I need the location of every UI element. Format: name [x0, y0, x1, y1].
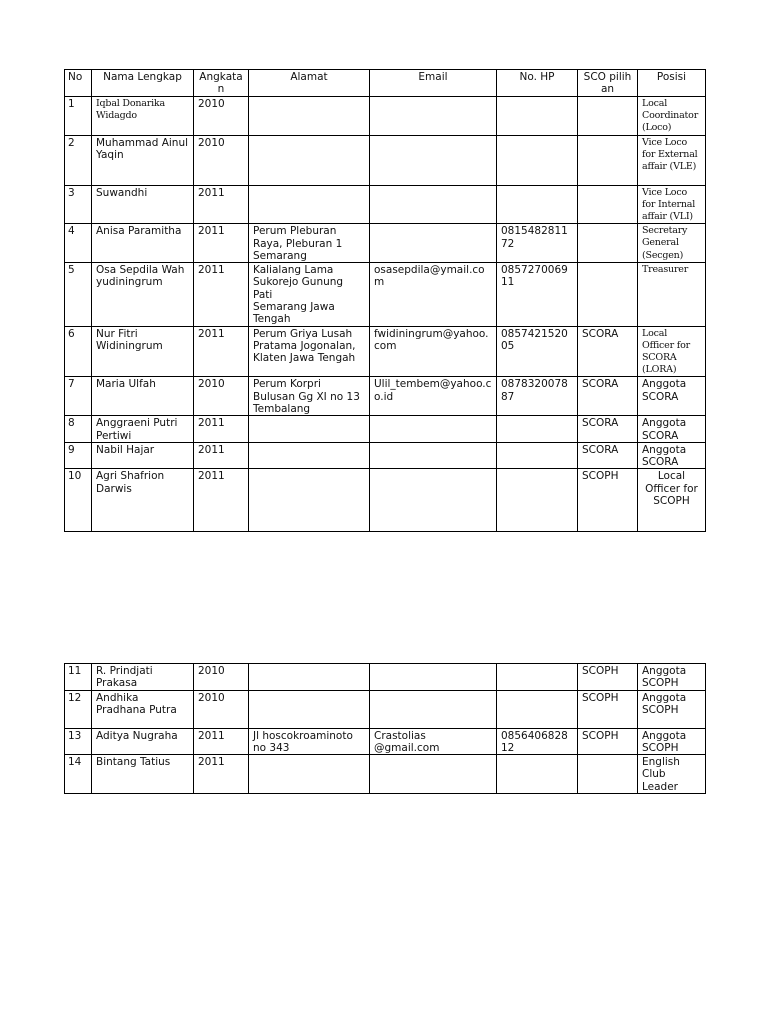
cell-posisi: Local Officer for SCOPH	[638, 469, 706, 532]
cell-posisi: Vice Loco for Internal affair (VLI)	[638, 185, 706, 224]
header-posisi: Posisi	[638, 70, 706, 97]
cell-alamat: Perum Korpri Bulusan Gg XI no 13 Tembalang	[249, 377, 370, 416]
cell-alamat	[249, 664, 370, 691]
cell-no: 11	[65, 664, 92, 691]
cell-sco: SCORA	[578, 377, 638, 416]
cell-hp	[497, 97, 578, 136]
header-alamat: Alamat	[249, 70, 370, 97]
header-sco-pilihan: SCO pilihan	[578, 70, 638, 97]
cell-nama: Agri Shafrion Darwis	[92, 469, 194, 532]
cell-alamat	[249, 97, 370, 136]
cell-posisi: Vice Loco for External affair (VLE)	[638, 135, 706, 185]
cell-hp	[497, 664, 578, 691]
cell-alamat	[249, 755, 370, 794]
cell-angkatan: 2010	[194, 135, 249, 185]
cell-angkatan: 2011	[194, 755, 249, 794]
table-row	[65, 135, 706, 185]
cell-nama: Suwandhi	[92, 185, 194, 224]
cell-no: 5	[65, 263, 92, 326]
cell-nama: Aditya Nugraha	[92, 728, 194, 755]
cell-sco	[578, 97, 638, 136]
cell-sco	[578, 263, 638, 326]
cell-alamat: Perum Pleburan Raya, Pleburan 1 Semarang	[249, 224, 370, 263]
cell-angkatan: 2011	[194, 263, 249, 326]
cell-angkatan: 2010	[194, 690, 249, 728]
cell-email	[370, 224, 497, 263]
cell-alamat: Perum Griya Lusah Pratama Jogonalan, Klaten Jawa Tengah	[249, 326, 370, 377]
cell-hp: 081548281172	[497, 224, 578, 263]
cell-alamat: Kalialang Lama Sukorejo Gunung Pati Semarang Jawa Tengah	[249, 263, 370, 326]
cell-nama: Osa Sepdila Wahyudiningrum	[92, 263, 194, 326]
cell-nama: Muhammad Ainul Yaqin	[92, 135, 194, 185]
table-row	[65, 416, 706, 443]
cell-hp	[497, 469, 578, 532]
cell-sco: SCOPH	[578, 690, 638, 728]
cell-angkatan: 2011	[194, 728, 249, 755]
table-row	[65, 469, 706, 532]
cell-nama: Iqbal Donarika Widagdo	[92, 97, 194, 136]
cell-alamat	[249, 185, 370, 224]
cell-posisi: Anggota SCOPH	[638, 664, 706, 691]
table-row	[65, 664, 706, 691]
cell-no: 6	[65, 326, 92, 377]
cell-nama: Anggraeni Putri Pertiwi	[92, 416, 194, 443]
cell-no: 3	[65, 185, 92, 224]
cell-email: osasepdila@ymail.com	[370, 263, 497, 326]
table-row	[65, 690, 706, 728]
cell-no: 14	[65, 755, 92, 794]
cell-alamat: Jl hoscokroaminoto no 343	[249, 728, 370, 755]
table-row	[65, 442, 706, 469]
cell-alamat	[249, 442, 370, 469]
cell-hp	[497, 416, 578, 443]
cell-angkatan: 2010	[194, 97, 249, 136]
table-row	[65, 326, 706, 377]
cell-no: 9	[65, 442, 92, 469]
cell-sco: SCORA	[578, 442, 638, 469]
table-row	[65, 263, 706, 326]
cell-nama: Maria Ulfah	[92, 377, 194, 416]
cell-alamat	[249, 469, 370, 532]
cell-nama: Bintang Tatius	[92, 755, 194, 794]
cell-hp: 085742152005	[497, 326, 578, 377]
header-angkatan: Angkatan	[194, 70, 249, 97]
cell-email	[370, 469, 497, 532]
cell-email	[370, 755, 497, 794]
cell-posisi: Anggota SCOPH	[638, 728, 706, 755]
cell-angkatan: 2010	[194, 664, 249, 691]
cell-sco: SCOPH	[578, 469, 638, 532]
cell-hp	[497, 690, 578, 728]
table-row	[65, 97, 706, 136]
cell-sco: SCORA	[578, 326, 638, 377]
cell-alamat	[249, 690, 370, 728]
cell-posisi: Local Officer for SCORA (LORA)	[638, 326, 706, 377]
cell-email	[370, 416, 497, 443]
cell-angkatan: 2011	[194, 185, 249, 224]
cell-posisi: Anggota SCORA	[638, 377, 706, 416]
cell-hp	[497, 185, 578, 224]
header-email: Email	[370, 70, 497, 97]
table-row	[65, 224, 706, 263]
cell-alamat	[249, 416, 370, 443]
table-row	[65, 377, 706, 416]
table-row	[65, 755, 706, 794]
header-no: No	[65, 70, 92, 97]
cell-sco	[578, 224, 638, 263]
header-nama-lengkap: Nama Lengkap	[92, 70, 194, 97]
cell-sco: SCORA	[578, 416, 638, 443]
cell-posisi: Anggota SCOPH	[638, 690, 706, 728]
cell-angkatan: 2011	[194, 224, 249, 263]
cell-nama: Nabil Hajar	[92, 442, 194, 469]
cell-email: Ulil_tembem@yahoo.co.id	[370, 377, 497, 416]
cell-angkatan: 2010	[194, 377, 249, 416]
cell-posisi: Anggota SCORA	[638, 442, 706, 469]
cell-hp	[497, 135, 578, 185]
cell-email	[370, 185, 497, 224]
cell-angkatan: 2011	[194, 469, 249, 532]
cell-no: 10	[65, 469, 92, 532]
cell-email	[370, 135, 497, 185]
members-table-continued	[64, 663, 706, 794]
cell-email	[370, 442, 497, 469]
cell-posisi: Secretary General (Secgen)	[638, 224, 706, 263]
cell-angkatan: 2011	[194, 416, 249, 443]
cell-hp	[497, 755, 578, 794]
cell-no: 8	[65, 416, 92, 443]
cell-sco	[578, 755, 638, 794]
cell-nama: Anisa Paramitha	[92, 224, 194, 263]
cell-email: fwidiningrum@yahoo.com	[370, 326, 497, 377]
cell-alamat	[249, 135, 370, 185]
cell-angkatan: 2011	[194, 442, 249, 469]
cell-no: 1	[65, 97, 92, 136]
cell-posisi: Anggota SCORA	[638, 416, 706, 443]
cell-no: 12	[65, 690, 92, 728]
cell-posisi: Local Coordinator (Loco)	[638, 97, 706, 136]
cell-hp: 085727006911	[497, 263, 578, 326]
cell-no: 2	[65, 135, 92, 185]
cell-email	[370, 690, 497, 728]
members-table	[64, 69, 706, 532]
cell-sco	[578, 135, 638, 185]
cell-email	[370, 97, 497, 136]
cell-no: 13	[65, 728, 92, 755]
cell-posisi: English Club Leader	[638, 755, 706, 794]
cell-nama: Andhika Pradhana Putra	[92, 690, 194, 728]
table-row	[65, 185, 706, 224]
cell-hp	[497, 442, 578, 469]
cell-angkatan: 2011	[194, 326, 249, 377]
cell-sco: SCOPH	[578, 728, 638, 755]
header-no-hp: No. HP	[497, 70, 578, 97]
cell-hp: 087832007887	[497, 377, 578, 416]
cell-email: Crastolias @gmail.com	[370, 728, 497, 755]
cell-nama: Nur Fitri Widiningrum	[92, 326, 194, 377]
cell-sco	[578, 185, 638, 224]
cell-no: 7	[65, 377, 92, 416]
cell-sco: SCOPH	[578, 664, 638, 691]
cell-no: 4	[65, 224, 92, 263]
table-row	[65, 728, 706, 755]
cell-email	[370, 664, 497, 691]
cell-posisi: Treasurer	[638, 263, 706, 326]
table-header-row	[65, 70, 706, 97]
cell-nama: R. Prindjati Prakasa	[92, 664, 194, 691]
cell-hp: 085640682812	[497, 728, 578, 755]
